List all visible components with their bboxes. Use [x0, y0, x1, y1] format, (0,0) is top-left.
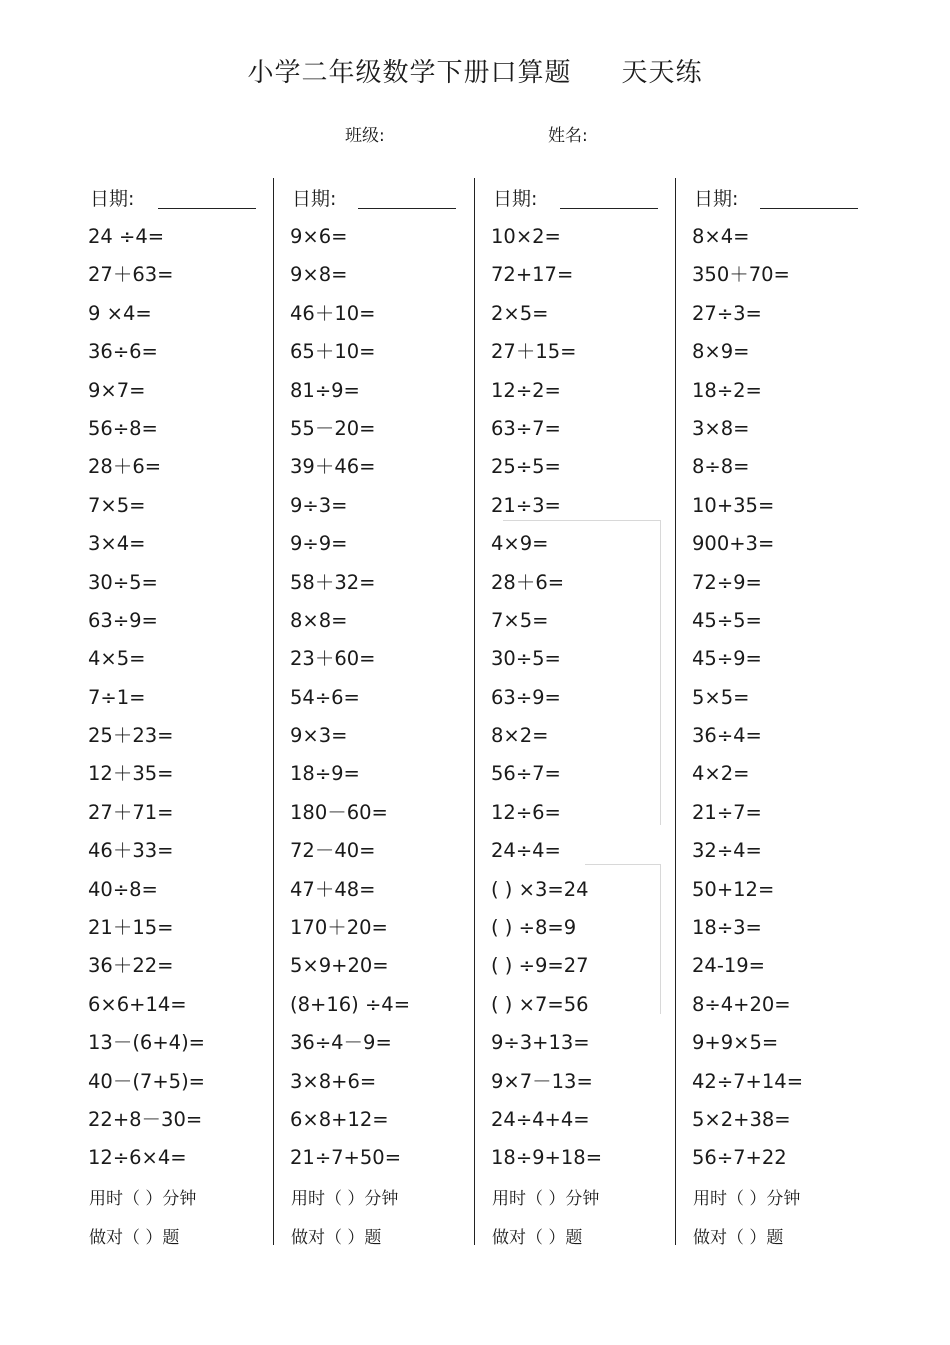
- arithmetic-problem: 18÷9+18=: [491, 1146, 603, 1170]
- problem-list: [290, 218, 410, 1178]
- arithmetic-problem: 12÷2=: [491, 378, 561, 402]
- arithmetic-problem: 4×2=: [692, 762, 750, 786]
- problem-list: [491, 218, 602, 1178]
- arithmetic-problem: 5×5=: [692, 685, 750, 709]
- arithmetic-problem: 63÷9=: [491, 685, 561, 709]
- worksheet-column-4: [675, 178, 876, 1248]
- arithmetic-problem: 27＋71=: [88, 800, 174, 824]
- arithmetic-problem: 81÷9=: [290, 378, 360, 402]
- date-label: 日期:: [90, 188, 135, 210]
- arithmetic-problem: 8×4=: [692, 225, 750, 248]
- arithmetic-problem: 900+3=: [692, 532, 775, 556]
- arithmetic-problem: 9+9×5=: [692, 1031, 779, 1055]
- arithmetic-problem: 28＋6=: [491, 570, 565, 594]
- arithmetic-problem: 8÷8=: [692, 455, 750, 479]
- arithmetic-problem: 30÷5=: [491, 647, 561, 671]
- time-used-label: 用时（ ）分钟: [492, 1189, 600, 1209]
- arithmetic-problem: 3×8=: [692, 416, 750, 440]
- arithmetic-problem: 36＋22=: [88, 954, 174, 978]
- arithmetic-problem: 36÷4=: [692, 724, 762, 748]
- arithmetic-problem: 9÷3=: [290, 493, 348, 517]
- arithmetic-problem: 7÷1=: [88, 685, 146, 709]
- arithmetic-problem: 50+12=: [692, 877, 775, 901]
- arithmetic-problem: ( ) ×7=56: [491, 992, 589, 1016]
- arithmetic-problem: 180－60=: [290, 800, 388, 824]
- time-used-label: 用时（ ）分钟: [291, 1189, 399, 1209]
- date-blank-line: [560, 208, 658, 209]
- correct-count-label: 做对（ ）题: [291, 1228, 382, 1248]
- arithmetic-problem: 30÷5=: [88, 570, 158, 594]
- arithmetic-problem: 18÷2=: [692, 378, 762, 402]
- worksheet-column-2: [273, 178, 474, 1248]
- arithmetic-problem: 36÷4－9=: [290, 1031, 392, 1055]
- date-blank-line: [760, 208, 858, 209]
- arithmetic-problem: 6×8+12=: [290, 1107, 389, 1131]
- arithmetic-problem: 8×8=: [290, 608, 348, 632]
- arithmetic-problem: 8÷4+20=: [692, 992, 791, 1016]
- arithmetic-problem: 21＋15=: [88, 916, 174, 940]
- arithmetic-problem: 9×6=: [290, 225, 348, 248]
- arithmetic-problem: (8+16) ÷4=: [290, 992, 411, 1016]
- correct-count-label: 做对（ ）题: [693, 1228, 784, 1248]
- arithmetic-problem: 46＋10=: [290, 301, 376, 325]
- problem-list: [88, 218, 205, 1178]
- arithmetic-problem: 5×9+20=: [290, 954, 389, 978]
- arithmetic-problem: 13－(6+4)=: [88, 1031, 206, 1055]
- arithmetic-problem: 72÷9=: [692, 570, 762, 594]
- arithmetic-problem: 42÷7+14=: [692, 1069, 804, 1093]
- date-blank-line: [358, 208, 456, 209]
- arithmetic-problem: 72+17=: [491, 263, 574, 287]
- arithmetic-problem: 5×2+38=: [692, 1107, 791, 1131]
- arithmetic-problem: 9÷9=: [290, 532, 348, 556]
- arithmetic-problem: 40－(7+5)=: [88, 1069, 206, 1093]
- time-used-label: 用时（ ）分钟: [693, 1189, 801, 1209]
- arithmetic-problem: 23＋60=: [290, 647, 376, 671]
- time-used-label: 用时（ ）分钟: [89, 1189, 197, 1209]
- arithmetic-problem: 22+8－30=: [88, 1107, 203, 1131]
- arithmetic-problem: 10×2=: [491, 225, 561, 248]
- arithmetic-problem: 27÷3=: [692, 301, 762, 325]
- worksheet-column-1: [72, 178, 272, 1248]
- arithmetic-problem: 7×5=: [88, 493, 146, 517]
- arithmetic-problem: 56÷7=: [491, 762, 561, 786]
- arithmetic-problem: 9×7=: [88, 378, 146, 402]
- arithmetic-problem: 65＋10=: [290, 340, 376, 364]
- correct-count-label: 做对（ ）题: [492, 1228, 583, 1248]
- arithmetic-problem: 4×9=: [491, 532, 549, 556]
- arithmetic-problem: 54÷6=: [290, 685, 360, 709]
- arithmetic-problem: 72－40=: [290, 839, 376, 863]
- arithmetic-problem: 28＋6=: [88, 455, 162, 479]
- class-label: 班级:: [345, 126, 385, 146]
- arithmetic-problem: 8×9=: [692, 340, 750, 364]
- arithmetic-problem: ( ) ×3=24: [491, 877, 589, 901]
- arithmetic-problem: 4×5=: [88, 647, 146, 671]
- title-main: 小学二年级数学下册口算题: [247, 58, 572, 88]
- page-title: [0, 52, 950, 89]
- arithmetic-problem: 12÷6×4=: [88, 1146, 187, 1170]
- arithmetic-problem: 27＋63=: [88, 263, 174, 287]
- arithmetic-problem: 21÷7+50=: [290, 1146, 402, 1170]
- arithmetic-problem: 63÷9=: [88, 608, 158, 632]
- arithmetic-problem: 12＋35=: [88, 762, 174, 786]
- faint-box2-right: [660, 864, 661, 1014]
- arithmetic-problem: 24÷4=: [491, 839, 561, 863]
- arithmetic-problem: 56÷8=: [88, 416, 158, 440]
- arithmetic-problem: ( ) ÷8=9: [491, 916, 577, 940]
- arithmetic-problem: 350＋70=: [692, 263, 790, 287]
- arithmetic-problem: 24 ÷4=: [88, 225, 165, 248]
- arithmetic-problem: 18÷3=: [692, 916, 762, 940]
- arithmetic-problem: 25÷5=: [491, 455, 561, 479]
- arithmetic-problem: 3×4=: [88, 532, 146, 556]
- arithmetic-problem: 9×7－13=: [491, 1069, 593, 1093]
- arithmetic-problem: 8×2=: [491, 724, 549, 748]
- arithmetic-problem: ( ) ÷9=27: [491, 954, 589, 978]
- arithmetic-problem: 63÷7=: [491, 416, 561, 440]
- arithmetic-problem: 9 ×4=: [88, 301, 152, 325]
- arithmetic-problem: 2×5=: [491, 301, 549, 325]
- arithmetic-problem: 36÷6=: [88, 340, 158, 364]
- arithmetic-problem: 47＋48=: [290, 877, 376, 901]
- faint-box-right: [660, 520, 661, 825]
- arithmetic-problem: 3×8+6=: [290, 1069, 377, 1093]
- arithmetic-problem: 32÷4=: [692, 839, 762, 863]
- arithmetic-problem: 56÷7+22: [692, 1146, 787, 1170]
- arithmetic-problem: 12÷6=: [491, 800, 561, 824]
- arithmetic-problem: 21÷3=: [491, 493, 561, 517]
- correct-count-label: 做对（ ）题: [89, 1228, 180, 1248]
- arithmetic-problem: 39＋46=: [290, 455, 376, 479]
- arithmetic-problem: 6×6+14=: [88, 992, 187, 1016]
- worksheet-column-3: [474, 178, 675, 1248]
- arithmetic-problem: 40÷8=: [88, 877, 158, 901]
- date-label: 日期:: [493, 188, 538, 210]
- arithmetic-problem: 55－20=: [290, 416, 376, 440]
- arithmetic-problem: 10+35=: [692, 493, 775, 517]
- arithmetic-problem: 45÷5=: [692, 608, 762, 632]
- arithmetic-problem: 7×5=: [491, 608, 549, 632]
- arithmetic-problem: 24-19=: [692, 954, 766, 978]
- arithmetic-problem: 46＋33=: [88, 839, 174, 863]
- arithmetic-problem: 25＋23=: [88, 724, 174, 748]
- title-sub: 天天练: [621, 58, 703, 88]
- arithmetic-problem: 58＋32=: [290, 570, 376, 594]
- arithmetic-problem: 45÷9=: [692, 647, 762, 671]
- arithmetic-problem: 27＋15=: [491, 340, 577, 364]
- date-blank-line: [158, 208, 256, 209]
- arithmetic-problem: 21÷7=: [692, 800, 762, 824]
- name-label: 姓名:: [548, 126, 588, 146]
- date-label: 日期:: [694, 188, 739, 210]
- arithmetic-problem: 9÷3+13=: [491, 1031, 590, 1055]
- arithmetic-problem: 9×8=: [290, 263, 348, 287]
- arithmetic-problem: 170＋20=: [290, 916, 388, 940]
- date-label: 日期:: [292, 188, 337, 210]
- arithmetic-problem: 18÷9=: [290, 762, 360, 786]
- problem-list: [692, 218, 803, 1178]
- arithmetic-problem: 9×3=: [290, 724, 348, 748]
- arithmetic-problem: 24÷4+4=: [491, 1107, 590, 1131]
